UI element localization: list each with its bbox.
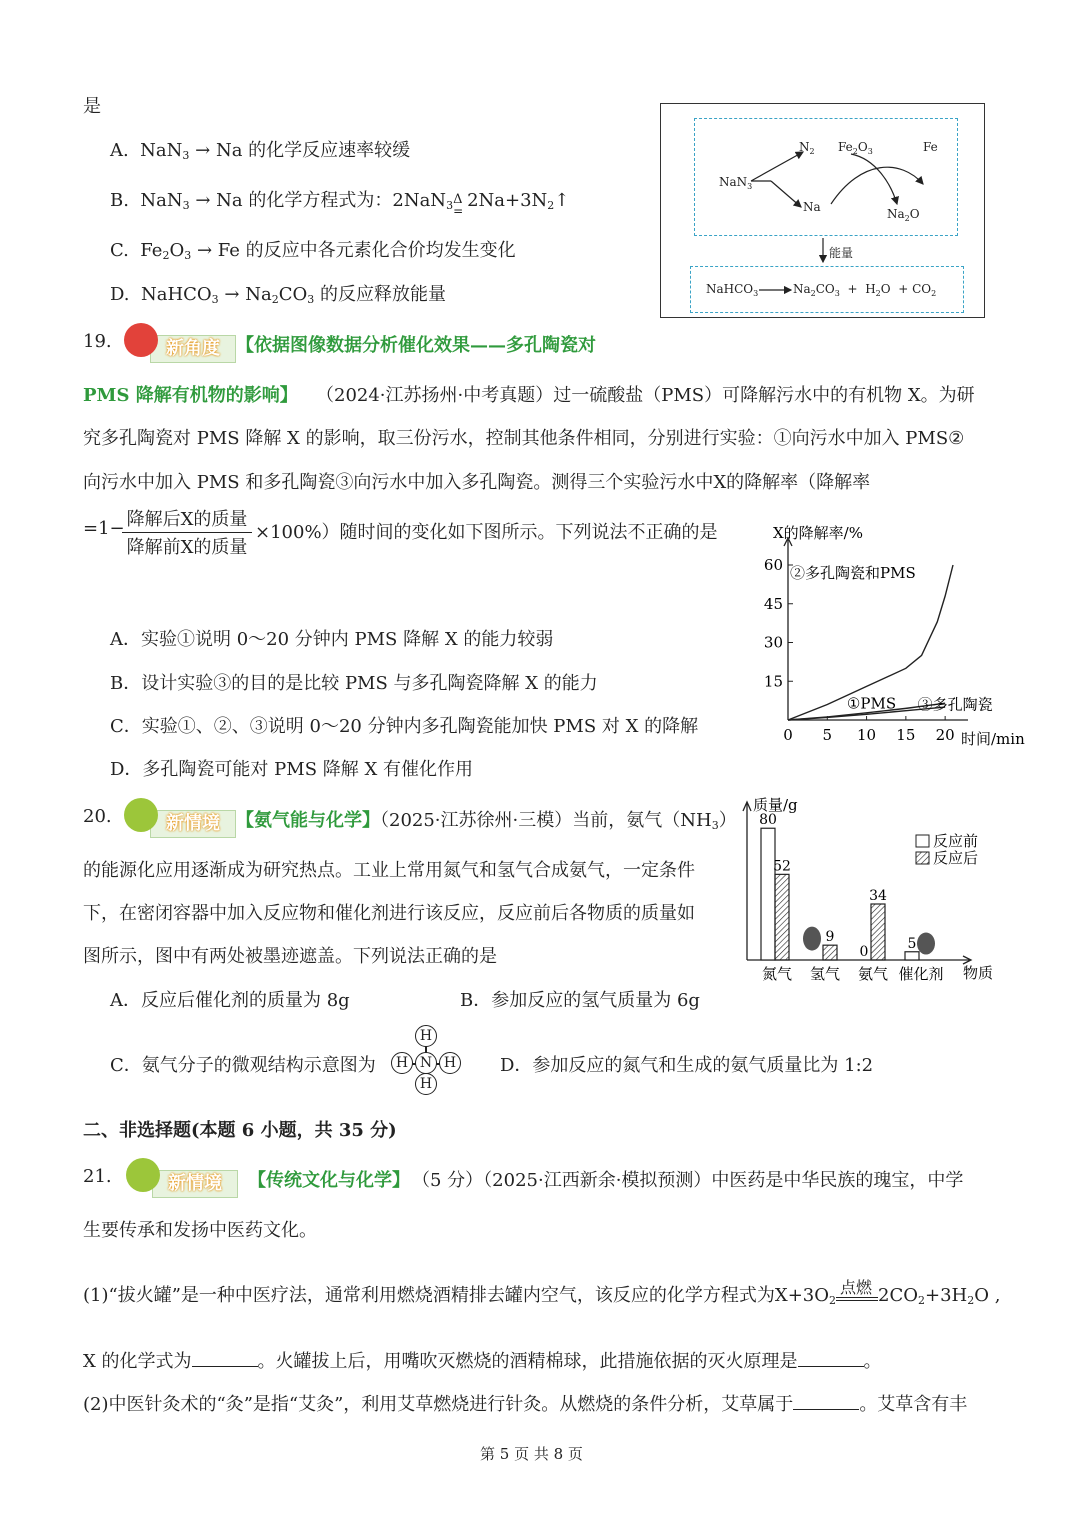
q20-option-c: C．氨气分子的微观结构示意图为 xyxy=(110,1055,376,1076)
q19-title-2: PMS 降解有机物的影响】 xyxy=(83,385,298,406)
q19-line-2: 究多孔陶瓷对 PMS 降解 X 的影响，取三份污水，控制其他条件相同，分别进行实验：①向污水中加入 PMS② xyxy=(83,428,965,449)
x-tick-label: 10 xyxy=(857,726,877,744)
hydrogen-atom: H xyxy=(439,1052,461,1074)
x-tick-label: 5 xyxy=(822,726,833,744)
q20-line-4: 图所示，图中有两处被墨迹遮盖。下列说法正确的是 xyxy=(83,946,497,967)
fe-label: Fe xyxy=(923,140,938,154)
category-label: 氢气 xyxy=(809,965,841,983)
y-axis-label: 质量/g xyxy=(753,796,798,814)
data-label: 0 xyxy=(859,944,869,960)
energy-label: 能量 xyxy=(829,246,854,260)
legend-label: 反应前 xyxy=(933,832,979,850)
bar xyxy=(775,874,789,960)
q21-title: 【传统文化与化学】 xyxy=(248,1170,410,1191)
legend-swatch-after xyxy=(916,852,929,864)
na2o-label: $Na_2O$ xyxy=(887,207,920,223)
q19-line-1: （2024·江苏扬州·中考真题）过一硫酸盐（PMS）可降解污水中的有机物 X。为研 xyxy=(316,385,975,406)
badge-label: 新角度 xyxy=(150,335,236,363)
y-tick-label: 15 xyxy=(763,672,783,691)
hydrogen-atom: H xyxy=(415,1073,437,1095)
q19-formula-prefix: =1− xyxy=(83,518,125,539)
q19-formula-suffix: ×100%）随时间的变化如下图所示。下列说法不正确的是 xyxy=(255,522,718,543)
ink-blot xyxy=(917,933,935,955)
ink-blot xyxy=(803,927,821,951)
legend-swatch-before xyxy=(916,835,929,847)
q19-fraction xyxy=(122,505,252,559)
hydrogen-atom: H xyxy=(391,1052,413,1074)
ammonia-molecule-diagram xyxy=(386,1025,466,1097)
q21-badge xyxy=(126,1166,238,1196)
products-label: $Na_2CO_3 + H_2O + CO_2$ xyxy=(793,282,937,298)
fraction-denominator: 降解前X的质量 xyxy=(126,537,248,558)
badge-icon xyxy=(126,1158,160,1192)
hydrogen-atom: H xyxy=(415,1025,437,1047)
y-tick-label: 45 xyxy=(763,594,783,613)
legend-label: 反应后 xyxy=(933,849,979,867)
y-tick-label: 30 xyxy=(763,633,783,652)
nan3-label: NaN$_3$ xyxy=(719,175,753,191)
q19-badge xyxy=(124,331,236,361)
q18-option-d: D. NaHCO$_3$ → $Na_2CO_3$ 的反应释放能量 xyxy=(110,284,446,306)
data-label: 9 xyxy=(825,929,835,946)
q20-option-d: D．参加反应的氮气和生成的氨气质量比为 1:2 xyxy=(500,1055,874,1076)
q21-part-2: (2)中医针灸术的“灸”是指“艾灸”，利用艾草燃烧进行针灸。从燃烧的条件分析，艾草属于 。艾草含有丰 xyxy=(83,1394,968,1415)
q19-line-3: 向污水中加入 PMS 和多孔陶瓷③向污水中加入多孔陶瓷。测得三个实验污水中X的降解率（降解率 xyxy=(83,472,871,493)
answer-blank[interactable] xyxy=(192,1352,258,1367)
category-label: 催化剂 xyxy=(898,965,944,983)
data-label: 34 xyxy=(869,888,887,904)
q18-option-c: C. $Fe_2O_3 \to Fe$ 的反应中各元素化合价均发生变化 xyxy=(110,240,516,262)
badge-icon xyxy=(124,323,158,357)
x-axis-label: 时间/min xyxy=(961,730,1025,748)
q20-number: 20. xyxy=(83,806,112,827)
q20-title-line: 【氨气能与化学】（2025·江苏徐州·三模）当前，氨气$(NH_3)$ xyxy=(236,810,737,832)
mass-bar-chart xyxy=(735,795,1010,990)
bar xyxy=(761,828,775,960)
q20-option-a: A．反应后催化剂的质量为 8g xyxy=(110,990,350,1011)
nahco3-label: NaHCO$_3$ xyxy=(706,282,759,298)
q21-part-1-question: X 的化学式为 。火罐拔上后，用嘴吹灭燃烧的酒精棉球，此措施依据的灭火原理是 。 xyxy=(83,1351,882,1372)
badge-icon xyxy=(124,798,158,832)
category-label: 氨气 xyxy=(857,965,889,983)
series-label: ①PMS xyxy=(846,694,897,713)
x-tick-label: 20 xyxy=(935,726,955,744)
nitrogen-atom: N xyxy=(415,1052,437,1074)
q21-part-1: (1)“拔火罐”是一种中医疗法，通常利用燃烧酒精排去罐内空气，该反应的化学方程式为$X+3O_2$ 点燃 $2CO_2+3H_2O$ , xyxy=(83,1278,1001,1307)
badge-label: 新情境 xyxy=(152,1170,238,1198)
q20-line-2: 的能源化应用逐渐成为研究热点。工业上常用氮气和氢气合成氨气，一定条件 xyxy=(83,860,695,881)
q19-option-d: D．多孔陶瓷可能对 PMS 降解 X 有催化作用 xyxy=(110,759,474,780)
bar xyxy=(823,945,837,960)
x-tick-label: 15 xyxy=(896,726,916,744)
n2-label: $N_2$ xyxy=(799,140,815,156)
q21-line-2: 生要传承和发扬中医药文化。 xyxy=(83,1220,317,1241)
category-label: 氮气 xyxy=(761,965,793,983)
bar xyxy=(905,952,919,960)
answer-blank[interactable] xyxy=(798,1352,864,1367)
data-label: 80 xyxy=(759,812,777,829)
q18-option-a: A. NaN$_3$ → Na 的化学反应速率较缓 xyxy=(110,140,411,162)
y-tick-label: 60 xyxy=(763,556,783,574)
q20-option-b: B．参加反应的氢气质量为 6g xyxy=(460,990,700,1011)
q19-option-a: A．实验①说明 0～20 分钟内 PMS 降解 X 的能力较弱 xyxy=(110,629,554,650)
q19-option-c: C．实验①、②、③说明 0～20 分钟内多孔陶瓷能加快 PMS 对 X 的降解 xyxy=(110,716,699,737)
q19-option-b: B．设计实验③的目的是比较 PMS 与多孔陶瓷降解 X 的能力 xyxy=(110,673,598,694)
q19-number: 19. xyxy=(83,331,112,352)
degradation-line-chart xyxy=(755,520,1040,750)
badge-label: 新情境 xyxy=(150,810,236,838)
page-footer: 第 5 页 共 8 页 xyxy=(480,1445,583,1463)
fe2o3-label: $Fe_2O_3$ xyxy=(838,140,873,156)
series-label: ②多孔陶瓷和PMS xyxy=(790,563,916,582)
q20-badge xyxy=(124,806,236,836)
x-axis-label: 物质 xyxy=(963,964,994,982)
data-label: 52 xyxy=(773,858,791,875)
section-2-heading: 二、非选择题(本题 6 小题，共 35 分) xyxy=(83,1120,397,1141)
q21-line-1: （5 分）（2025·江西新余·模拟预测）中医药是中华民族的瑰宝，中学 xyxy=(412,1170,964,1191)
q20-line-3: 下，在密闭容器中加入反应物和催化剂进行该反应，反应前后各物质的质量如 xyxy=(83,903,695,924)
series-label: ③多孔陶瓷 xyxy=(917,695,993,714)
data-label: 5 xyxy=(907,935,917,952)
na-label: Na xyxy=(803,200,821,214)
q21-number: 21. xyxy=(83,1166,112,1187)
q18-option-b: B. NaN$_3$ → Na 的化学方程式为：2NaN$_3$ Δ = $2Na+3N_2↑$ xyxy=(110,190,570,218)
q19-title-1: 【依据图像数据分析催化效果——多孔陶瓷对 xyxy=(236,335,596,356)
answer-blank[interactable] xyxy=(793,1395,859,1410)
x-tick-label: 0 xyxy=(783,726,793,744)
reaction-diagram xyxy=(660,103,985,318)
y-axis-label: X的降解率/% xyxy=(773,524,863,542)
bar xyxy=(871,904,885,960)
q18-tail: 是 xyxy=(83,96,101,117)
fraction-numerator: 降解后X的质量 xyxy=(122,505,252,533)
